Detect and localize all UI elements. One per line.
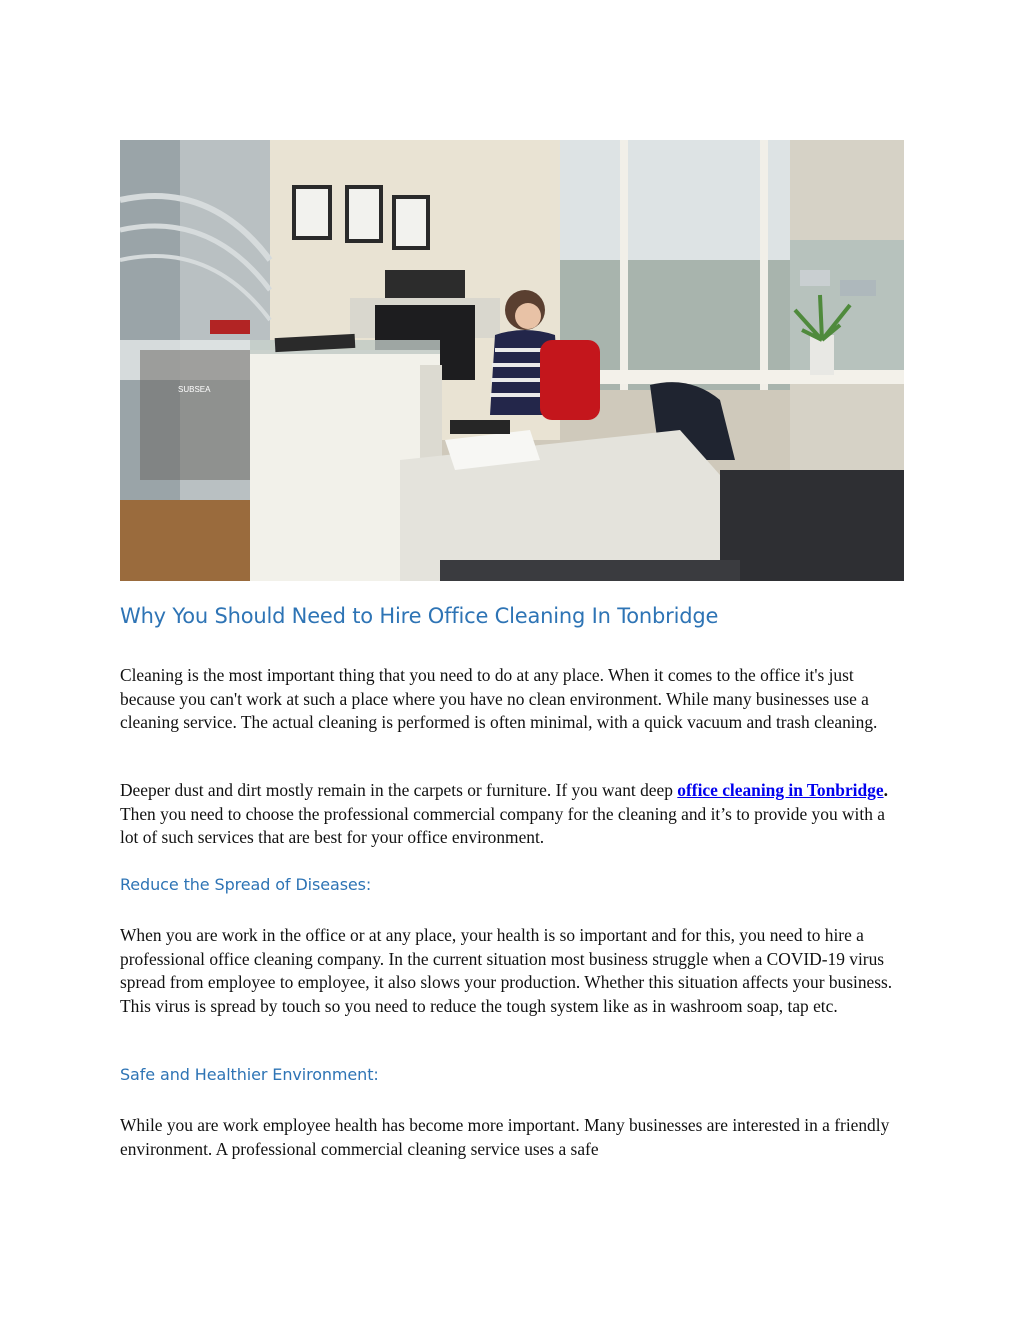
office-cleaning-link[interactable]: office cleaning in Tonbridge xyxy=(677,780,884,800)
deep-cleaning-paragraph xyxy=(120,779,900,850)
office-reception-photo xyxy=(120,140,904,581)
intro-paragraph: Cleaning is the most important thing that you need to do at any place. When it comes to the office it's just because you can't work at such a place where you have no clean environment. While many businesses use a cleaning service. The actual cleaning is performed is often minimal, with a quick vacuum and trash cleaning. xyxy=(120,665,878,733)
page-title: Why You Should Need to Hire Office Cleaning In Tonbridge xyxy=(120,604,719,628)
paragraph-text: Deeper dust and dirt mostly remain in the carpets or furniture. If you want deep xyxy=(120,780,678,800)
paragraph-period: . xyxy=(883,780,888,800)
paragraph-text: Then you need to choose the professional commercial company for the cleaning and it’s to provide you with a lot of such services that are best for your office environment. xyxy=(120,803,885,848)
partition-sign: SUBSEA xyxy=(178,385,211,394)
heading-reduce-spread: Reduce the Spread of Diseases: xyxy=(120,875,372,894)
environment-paragraph: While you are work employee health has become more important. Many businesses are interested in a friendly environment. A professional commercial cleaning service uses a safe xyxy=(120,1115,890,1159)
diseases-paragraph: When you are work in the office or at any place, your health is so important and for this, you need to hire a professional office cleaning company. In the current situation most business struggle when a COVID-19 virus spread from employee to employee, it also slows your production. Whether this situation affects your business. This virus is spread by touch so you need to reduce the tough system like as in washroom soap, tap etc. xyxy=(120,925,893,1016)
heading-safe-environment: Safe and Healthier Environment: xyxy=(120,1065,379,1084)
